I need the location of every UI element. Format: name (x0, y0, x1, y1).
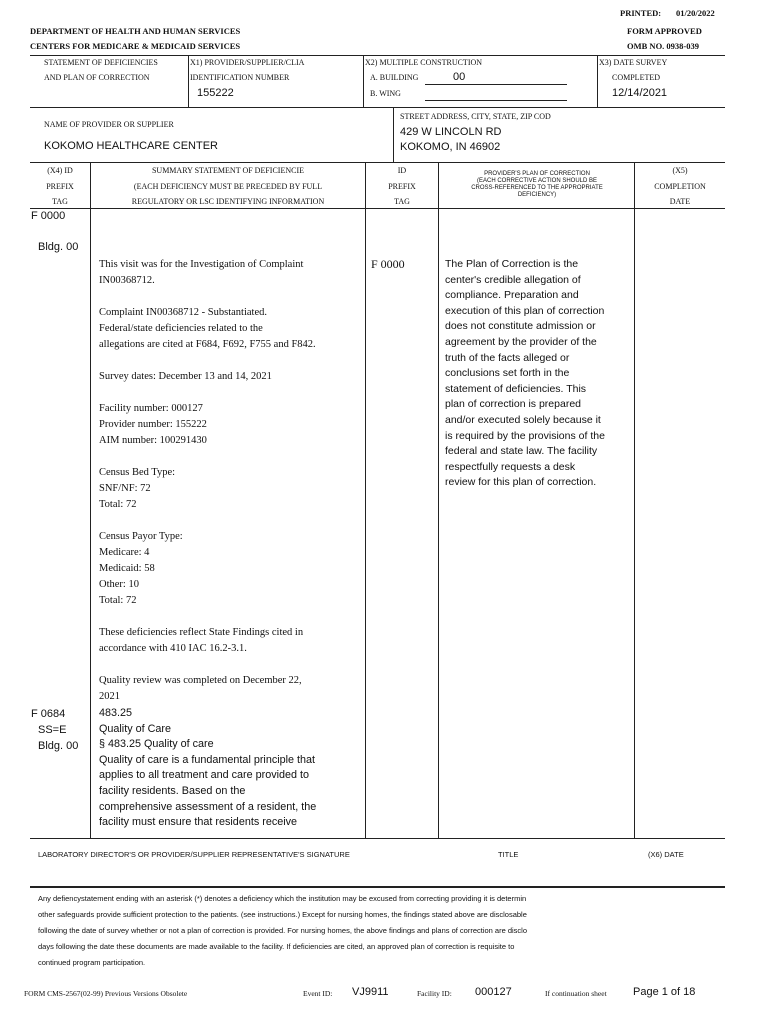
id-tag-f0000: F 0000 (371, 257, 405, 271)
form-number: FORM CMS-2567(02-99) Previous Versions Obsolete (24, 989, 188, 998)
text-line: Quality of care is a fundamental principle that (99, 753, 316, 766)
tag-f0000: F 0000 (31, 210, 66, 222)
x5-header-3: DATE (669, 197, 691, 206)
text-line: is required by the provisions of the (445, 429, 605, 442)
x1-label-2: IDENTIFICATION NUMBER (190, 73, 290, 82)
page-number: Page 1 of 18 (633, 986, 696, 998)
text-line: comprehensive assessment of a resident, the (99, 800, 317, 813)
x3-label-1: X3) DATE SURVEY (599, 58, 668, 67)
tag-f0684-block (31, 706, 78, 754)
text-line: accordance with 410 IAC 16.2-3.1. (99, 643, 247, 654)
text-line: This visit was for the Investigation of Complaint (99, 259, 304, 270)
x4-header-1: (X4) ID (47, 166, 73, 175)
bldg-label-2: Bldg. 00 (38, 740, 79, 752)
wing-label: B. WING (370, 89, 401, 98)
tag-f0684: F 0684 (31, 708, 66, 720)
provider-id-value: 155222 (197, 87, 234, 99)
text-line: and/or executed solely because it (445, 413, 601, 426)
provider-name-label: NAME OF PROVIDER OR SUPPLIER (44, 120, 174, 129)
text-line: facility must ensure that residents receive (99, 816, 298, 829)
text-line: Medicare: 4 (99, 547, 150, 558)
text-line (99, 513, 361, 529)
text-line: plan of correction is prepared (445, 398, 581, 411)
x3-label-2: COMPLETED (612, 73, 660, 82)
id-header-2: PREFIX (388, 182, 416, 191)
omb-number: OMB NO. 0938-039 (627, 41, 700, 51)
printed-label: PRINTED: (620, 8, 662, 18)
text-line: IN00368712. (99, 275, 155, 286)
event-id-value: VJ9911 (352, 986, 389, 998)
text-line: Any defiencystatement ending with an asterisk (*) denotes a deficiency which the institution may be excused from correcting providing it is determin (38, 894, 527, 903)
text-line (99, 449, 361, 465)
text-line: AIM number: 100291430 (99, 435, 207, 446)
address-label: STREET ADDRESS, CITY, STATE, ZIP COD (400, 112, 551, 121)
text-line: review for this plan of correction. (445, 476, 597, 489)
text-line: facility residents. Based on the (99, 784, 246, 797)
provider-name-value: KOKOMO HEALTHCARE CENTER (44, 140, 218, 152)
text-line: execution of this plan of correction (445, 304, 605, 317)
facility-id-label: Facility ID: (417, 989, 452, 998)
address-line-2: KOKOMO, IN 46902 (400, 141, 501, 153)
text-line: does not constitute admission or (445, 320, 596, 333)
text-line: Quality review was completed on December 22, (99, 675, 302, 686)
summary-statement (99, 257, 361, 705)
text-line: Quality of Care (99, 722, 172, 735)
id-header-1: ID (397, 166, 407, 175)
summary-header-3: REGULATORY OR LSC IDENTIFYING INFORMATION (131, 197, 325, 206)
text-line (99, 385, 361, 401)
text-line: compliance. Preparation and (445, 289, 579, 302)
text-line: conclusions set forth in the (445, 367, 570, 380)
text-line: other safeguards provide sufficient protection to the patients. (see instructions.) Except for nursing homes, the findings stated above are disclosable (38, 910, 527, 919)
text-line: Provider number: 155222 (99, 419, 207, 430)
text-line: center's credible allegation of (445, 273, 581, 286)
text-line: allegations are cited at F684, F692, F755 and F842. (99, 339, 316, 350)
summary-header-2: (EACH DEFICIENCY MUST BE PRECEDED BY FULL (133, 182, 323, 191)
text-line: Complaint IN00368712 - Substantiated. (99, 307, 267, 318)
text-line: The Plan of Correction is the (445, 258, 579, 270)
text-line: federal and state law. The facility (445, 445, 598, 458)
signature-label: LABORATORY DIRECTOR'S OR PROVIDER/SUPPLIER REPRESENTATIVE'S SIGNATURE (38, 850, 350, 859)
text-line: Census Payor Type: (99, 531, 183, 542)
form-approved: FORM APPROVED (627, 26, 702, 36)
address-line-1: 429 W LINCOLN RD (400, 126, 502, 138)
centers-title: CENTERS FOR MEDICARE & MEDICAID SERVICES (30, 41, 241, 51)
department-title: DEPARTMENT OF HEALTH AND HUMAN SERVICES (30, 26, 241, 36)
text-line: respectfully requests a desk (445, 460, 576, 473)
plan-of-correction (445, 257, 630, 491)
bldg-label: Bldg. 00 (38, 241, 79, 253)
statement-label-1: STATEMENT OF DEFICIENCIES (44, 58, 158, 67)
title-label: TITLE (498, 850, 519, 859)
x5-header-1: (X5) (672, 166, 688, 175)
text-line: 2021 (99, 691, 120, 702)
scope-severity: SS=E (38, 724, 67, 736)
x4-header-2: PREFIX (46, 182, 74, 191)
text-line: Federal/state deficiencies related to the (99, 323, 263, 334)
facility-id-value: 000127 (475, 986, 512, 998)
continuation-label: If continuation sheet (545, 989, 607, 998)
date-label: (X6) DATE (648, 850, 684, 859)
id-header-3: TAG (394, 197, 410, 206)
text-line: continued program participation. (38, 958, 146, 967)
text-line: Other: 10 (99, 579, 139, 590)
text-line (99, 609, 361, 625)
text-line: statement of deficiencies. This (445, 382, 587, 395)
text-line: § 483.25 Quality of care (99, 738, 214, 751)
text-line: Total: 72 (99, 595, 137, 606)
building-value: 00 (453, 71, 466, 83)
text-line: SNF/NF: 72 (99, 483, 151, 494)
text-line: Medicaid: 58 (99, 563, 155, 574)
x5-header-2: COMPLETION (654, 182, 706, 191)
text-line: 483.25 (99, 707, 133, 719)
text-line: Facility number: 000127 (99, 403, 203, 414)
disclaimer (38, 891, 728, 971)
building-label: A. BUILDING (370, 73, 419, 82)
survey-date-value: 12/14/2021 (612, 87, 668, 99)
text-line: Total: 72 (99, 499, 137, 510)
text-line: agreement by the provider of the (445, 335, 597, 348)
text-line (99, 657, 361, 673)
text-line (99, 289, 361, 305)
printed-date: 01/20/2022 (676, 8, 715, 18)
quality-of-care-text (99, 706, 361, 831)
x2-label: X2) MULTIPLE CONSTRUCTION (365, 58, 483, 67)
text-line (99, 353, 361, 369)
text-line: Census Bed Type: (99, 467, 176, 478)
text-line: Survey dates: December 13 and 14, 2021 (99, 371, 272, 382)
text-line: applies to all treatment and care provided to (99, 769, 310, 782)
text-line: days following the date these documents are made available to the facility. If deficiencies are cited, an approved plan of correction is requisite to (38, 942, 515, 951)
poc-header: PROVIDER'S PLAN OF CORRECTION (EACH CORRECTIVE ACTION SHOULD BE CROSS-REFERENCED TO THE APPROPRIATE DEFICIENCY) (471, 171, 603, 198)
summary-header-1: SUMMARY STATEMENT OF DEFICIENCIE (151, 166, 305, 175)
statement-label-2: AND PLAN OF CORRECTION (44, 73, 150, 82)
text-line: These deficiencies reflect State Findings cited in (99, 627, 304, 638)
text-line: following the date of survey whether or not a plan of correction is provided. For nursing homes, the above findings and plans of correction are disclo (38, 926, 528, 935)
text-line: truth of the facts alleged or (445, 351, 570, 364)
x1-label-1: X1) PROVIDER/SUPPLIER/CLIA (190, 58, 305, 67)
x4-header-3: TAG (52, 197, 68, 206)
event-id-label: Event ID: (303, 989, 333, 998)
